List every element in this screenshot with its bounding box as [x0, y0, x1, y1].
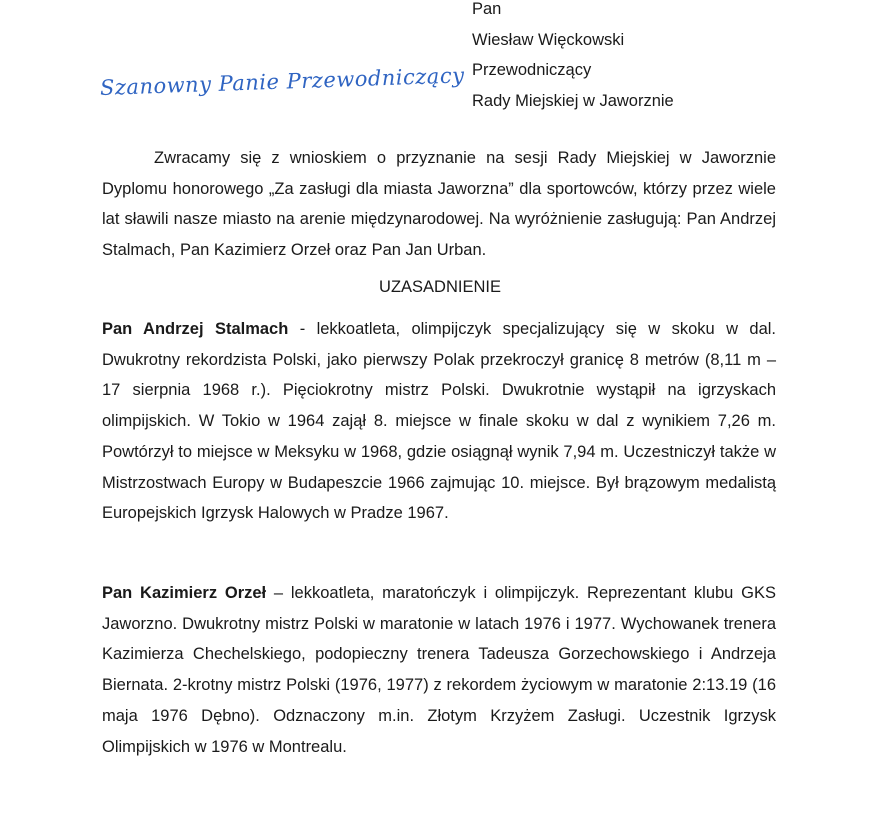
laureate-description: – lekkoatleta, maratończyk i olimpijczyk. Reprezentant klubu GKS Jaworzno. Dwukrotny mistrz Polski w maratonie w latach 1976 i 1977. Wychowanek trenera Kazimierza Chechelskiego, podopieczny trenera Tadeusza Gorzechowskiego i Andrzeja Biernata. 2-krotny mistrz Polski (1976, 1977) z rekordem życiowym w maratonie 2:13.19 (16 maja 1976 Dębno). Odznaczony m.in. Złotym Krzyżem Zasługi. Uczestnik Igrzysk Olimpijskich w 1976 w Montrealu.	[102, 584, 776, 756]
laureate-name: Pan Andrzej Stalmach	[102, 320, 289, 338]
addressee-line: Wiesław Więckowski	[472, 30, 625, 49]
handwritten-salutation: Szanowny Panie Przewodniczący	[99, 63, 465, 100]
intro-paragraph: Zwracamy się z wnioskiem o przyznanie na sesji Rady Miejskiej w Jaworznie Dyplomu honorowego „Za zasługi dla miasta Jaworzna” dla sportowców, którzy przez wiele lat sławili nasze miasto na arenie międzynarodowej. Na wyróżnienie zasługują: Pan Andrzej Stalmach, Pan Kazimierz Orzeł oraz Pan Jan Urban.	[102, 149, 776, 260]
laureate-name: Pan Kazimierz Orzeł	[102, 584, 267, 602]
addressee-line: Pan	[472, 0, 502, 18]
section-heading: UZASADNIENIE	[379, 278, 501, 296]
laureate-paragraph-stalmach	[102, 314, 776, 529]
addressee-line: Przewodniczący	[472, 61, 592, 79]
addressee-block	[472, 0, 674, 116]
laureate-paragraph-orzel	[102, 578, 776, 762]
laureate-description: - lekkoatleta, olimpijczyk specjalizujący się w skoku w dal. Dwukrotny rekordzista Polski, jako pierwszy Polak przekroczył granicę 8 metrów (8,11 m – 17 sierpnia 1968 r.). Pięciokrotny mistrz Polski. Dwukrotnie wystąpił na igrzyskach olimpijskich. W Tokio w 1964 zajął 8. miejsce w finale skoku w dal z wynikiem 7,26 m. Powtórzył to miejsce w Meksyku w 1968, gdzie osiągnął wynik 7,94 m. Uczestniczył także w Mistrzostwach Europy w Budapeszcie 1966 zajmując 10. miejsce. Był brązowym medalistą Europejskich Igrzysk Halowych w Pradze 1967.	[102, 320, 777, 523]
addressee-line: Rady Miejskiej w Jaworznie	[472, 91, 674, 110]
